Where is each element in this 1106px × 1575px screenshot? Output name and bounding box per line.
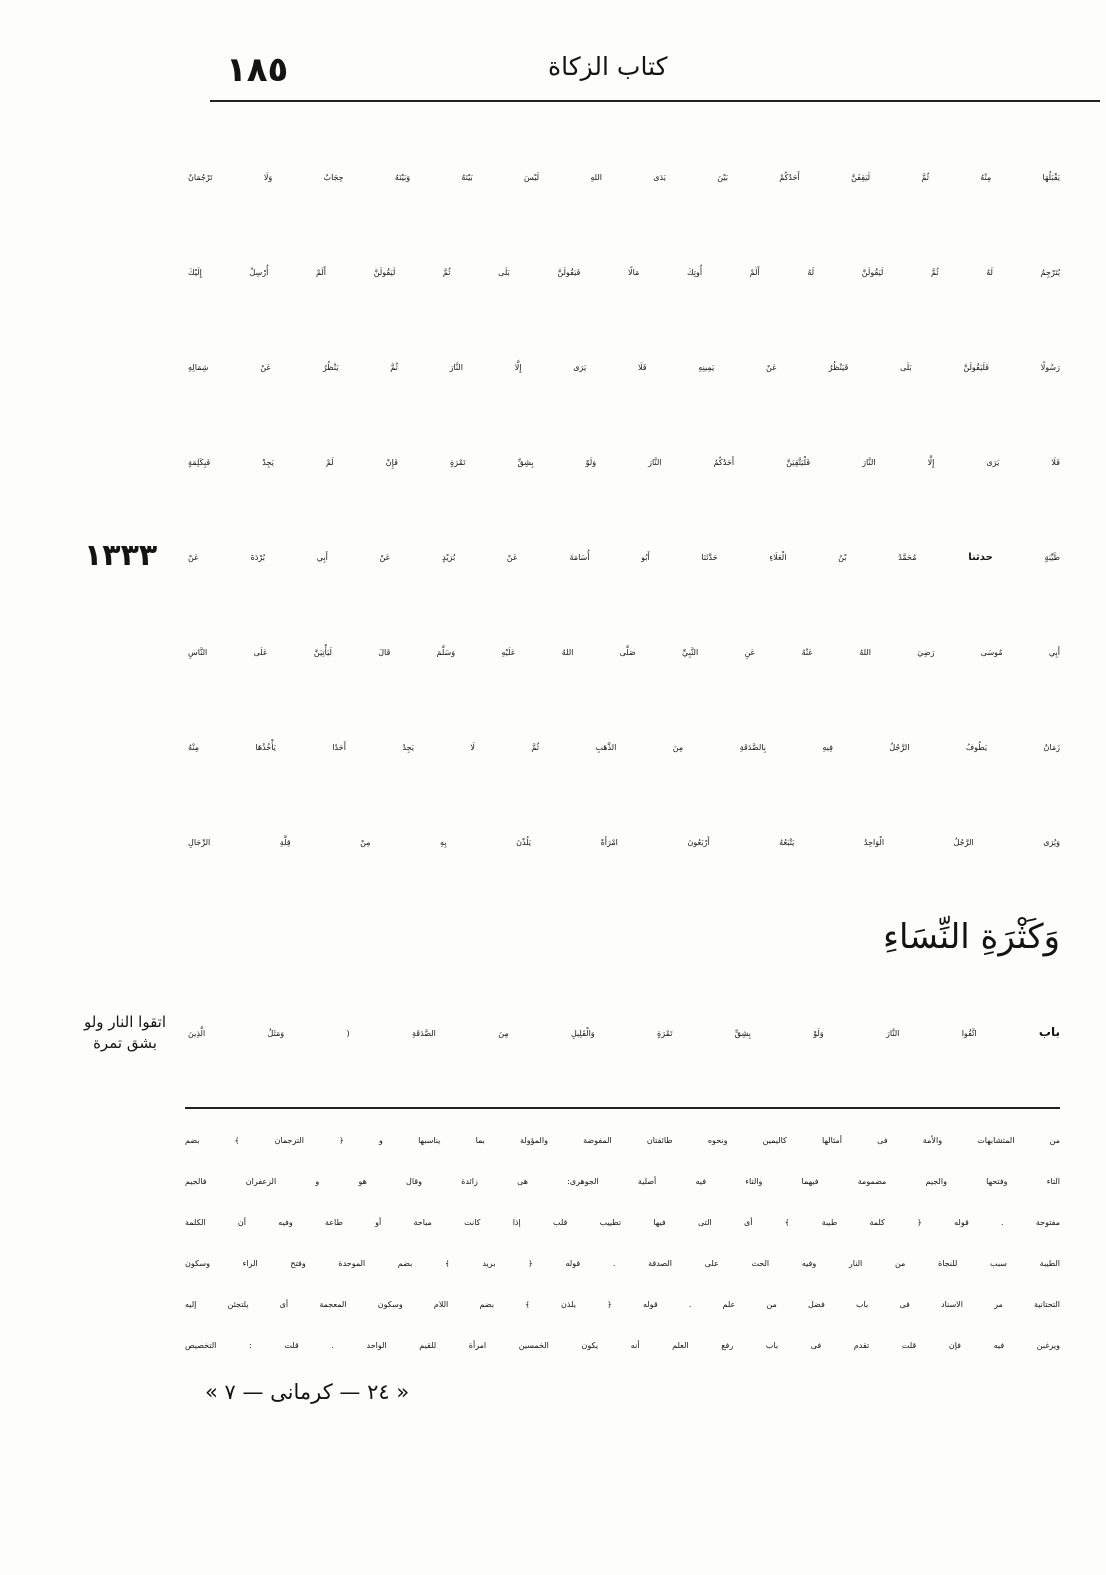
printer-signature: « ٢٤ — كرمانى — ٧ »	[205, 1380, 410, 1404]
footnote-line: من المتشابهات والأمة فى أمثالها كاليمين ونحوه طائفتان المفوضة والمؤولة بما يناسبها و ﴿ الترجمان ﴾ بضم	[185, 1136, 1060, 1145]
isnad-chain: مُحَمَّدُ بْنُ الْعَلَاءِ حَدَّثَنَا أَبُو أُسَامَةَ عَنْ بُرَيْدٍ عَنْ أَبِي بُرْدَةَ عَنْ	[188, 553, 917, 562]
running-title: كتاب الزكاة	[548, 52, 668, 81]
header-rule	[210, 100, 1100, 102]
haddathana-heading: حدثنا	[968, 552, 993, 563]
main-text-line: يُتَرْجِمُ لَهُ ثُمَّ لَيَقُولَنَّ لَهُ أَلَمْ أُوتِكَ مَالًا فَيَقُولَنَّ بَلَى ثُمَّ لَيَقُولَنَّ أَلَمْ أُرْسِلْ إِلَيْكَ	[188, 268, 1060, 277]
isnad-start: طَيِّبَةٍ	[1044, 553, 1060, 562]
main-text-line: وَيُرَى الرَّجُلُ الْوَاحِدُ يَتْبَعُهُ أَرْبَعُونَ امْرَأَةً يَلُذْنَ بِهِ مِنْ قِلَّةِ الرِّجَالِ	[188, 838, 1060, 847]
bab-heading: باب	[1038, 1025, 1060, 1039]
main-text	[188, 130, 1060, 1080]
page-number: ١٨٥	[226, 50, 289, 90]
main-text-line: يَقْبَلُهَا مِنْهُ ثُمَّ لَيَقِفَنَّ أَحَدُكُمْ بَيْنَ يَدَى اللهِ لَيْسَ بَيْنَهُ وَبَيْنَهُ حِجَابٌ وَلَا تَرْجُمَانٌ	[188, 173, 1060, 182]
main-text-line: رَسُولًا فَلَيَقُولَنَّ بَلَى فَيَنْظُرُ عَنْ يَمِينِهِ فَلَا يَرَى إِلَّا النَّارَ ثُمَّ يَنْظُرُ عَنْ شِمَالِهِ	[188, 363, 1060, 372]
footnotes	[185, 1120, 1060, 1366]
footnote-line: مفتوحة . قوله ﴿ كلمة طيبة ﴾ أى التى فيها تطييب قلب إذا كانت مباحة أو طاعة وفيه أن الكلمة	[185, 1218, 1060, 1227]
main-text-line: وَكَثْرَةِ النِّسَاءِ	[883, 917, 1060, 957]
isnad-line	[188, 510, 1060, 605]
footnote-rule	[185, 1107, 1060, 1109]
footnote-line: التاء وفتحها والجيم مضمومة فيهما والتاء فيه أصلية الجوهرى: هى زائدة وقال هو و الزعفران فالجيم	[185, 1177, 1060, 1186]
hadith-number: ١٣٣٣	[84, 538, 158, 573]
main-text-line: أَبِي مُوسَى رَضِيَ اللهُ عَنْهُ عَنِ النَّبِيِّ صَلَّى اللهُ عَلَيْهِ وَسَلَّمَ قَالَ لَيَأْتِيَنَّ عَلَى النَّاسِ	[188, 648, 1060, 657]
footnote-line: التحتانية مر الاسناد فى باب فضل من علم . قوله ﴿ يلذن ﴾ بضم اللام وسكون المعجمة أى يلتجئن إليه	[185, 1300, 1060, 1309]
main-text-line: فَلَا يَرَى إِلَّا النَّارَ فَلْيَتَّقِيَنَّ أَحَدُكُمُ النَّارَ وَلَوْ بِشِقِّ تَمْرَةٍ فَإِنْ لَمْ يَجِدْ فَبِكَلِمَةٍ	[188, 458, 1060, 467]
main-text-line: زَمَانٌ يَطُوفُ الرَّجُلُ فِيهِ بِالصَّدَقَةِ مِنَ الذَّهَبِ ثُمَّ لَا يَجِدُ أَحَدًا يَأْخُذُهَا مِنْهُ	[188, 743, 1060, 752]
chapter-heading-line	[188, 985, 1060, 1080]
footnote-line: الطيبة سبب للنجاة من النار وفيه الحث على الصدقة . قوله ﴿ بريد ﴾ بضم الموحدة وفتح الراء وسكون	[185, 1259, 1060, 1268]
margin-note-line: اتقوا النار ولو	[83, 1013, 167, 1031]
margin-note-line: بشق تمرة	[93, 1034, 157, 1052]
footnote-line: ويرغبن فيه فإن قلت تقدم فى باب رفع العلم أنه يكون الخمسين امرأة للقيم الواحد . قلت : التخصيص	[185, 1341, 1060, 1350]
chapter-title: اتَّقُوا النَّارَ وَلَوْ بِشِقِّ تَمْرَةٍ وَالْقَلِيلِ مِنَ الصَّدَقَةِ ( وَمَثَلُ الَّذِينَ	[188, 1029, 977, 1038]
chapter-margin-note	[78, 1012, 172, 1054]
